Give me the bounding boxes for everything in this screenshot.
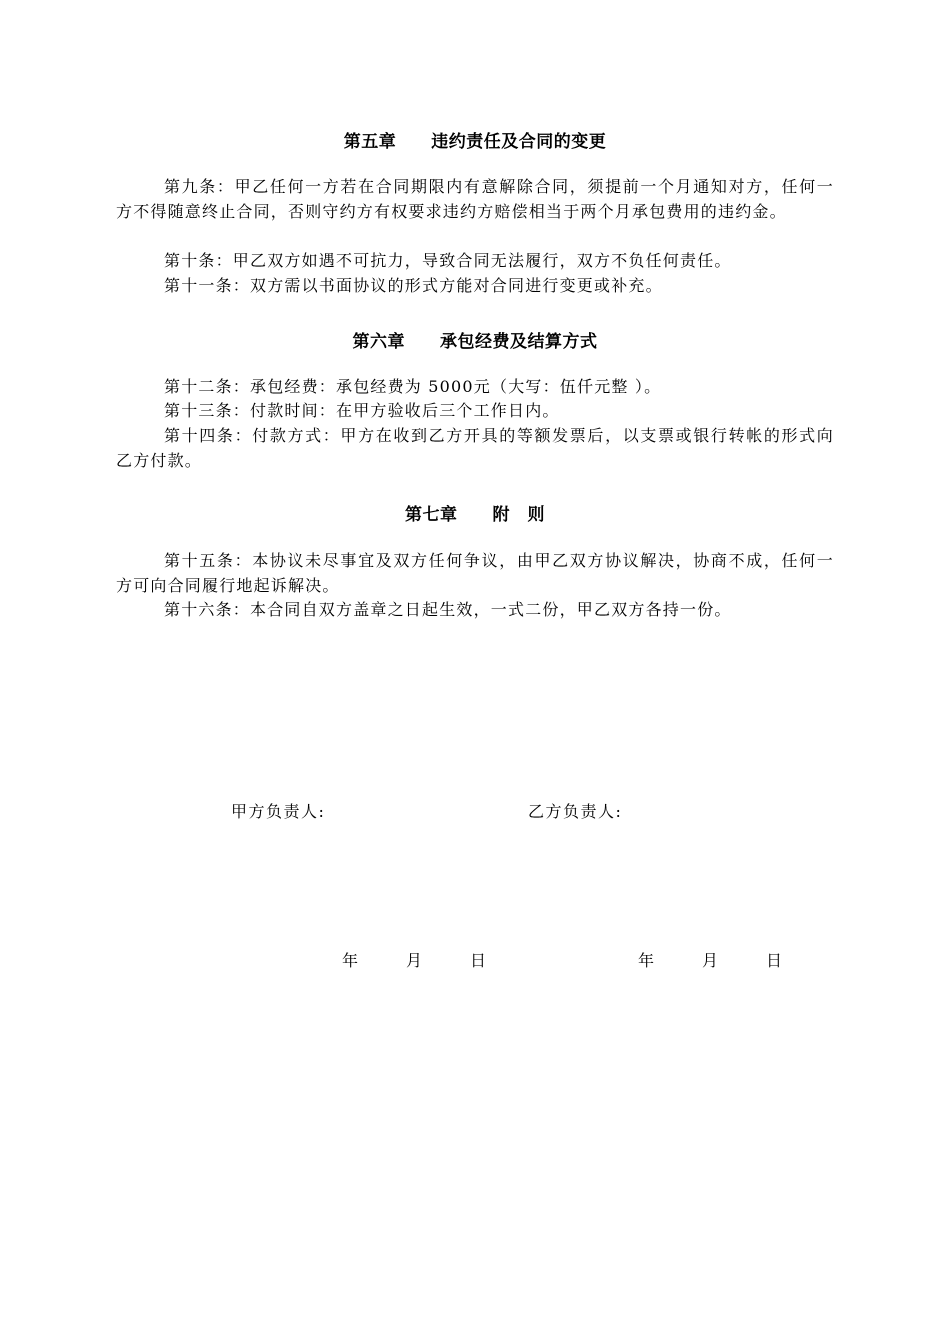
party-b-date: 年 月 日 [638, 951, 783, 970]
party-b-signature-label: 乙方负责人: [528, 802, 623, 821]
article-12: 第十二条：承包经费：承包经费为 5000元（大写：伍仟元整 ）。 [164, 377, 662, 396]
party-a-signature-label: 甲方负责人: [231, 802, 326, 821]
article-10: 第十条：甲乙双方如遇不可抗力，导致合同无法履行，双方不负任何责任。 [164, 251, 732, 270]
chapter-6-heading: 第六章 承包经费及结算方式 [352, 332, 598, 352]
chapter-7-heading: 第七章 附 则 [405, 505, 545, 525]
chapter-5-heading: 第五章 违约责任及合同的变更 [343, 132, 607, 152]
article-11: 第十一条：双方需以书面协议的形式方能对合同进行变更或补充。 [164, 276, 663, 295]
article-14: 第十四条：付款方式：甲方在收到乙方开具的等额发票后，以支票或银行转帐的形式向乙方付款。 [116, 426, 834, 470]
article-16: 第十六条：本合同自双方盖章之日起生效，一式二份，甲乙双方各持一份。 [164, 600, 732, 619]
article-9: 第九条：甲乙任何一方若在合同期限内有意解除合同，须提前一个月通知对方，任何一方不得随意终止合同，否则守约方有权要求违约方赔偿相当于两个月承包费用的违约金。 [116, 177, 834, 221]
party-a-date: 年 月 日 [342, 951, 487, 970]
article-15: 第十五条：本协议未尽事宜及双方任何争议，由甲乙双方协议解决，协商不成，任何一方可向合同履行地起诉解决。 [116, 551, 834, 595]
article-13: 第十三条：付款时间：在甲方验收后三个工作日内。 [164, 401, 560, 420]
